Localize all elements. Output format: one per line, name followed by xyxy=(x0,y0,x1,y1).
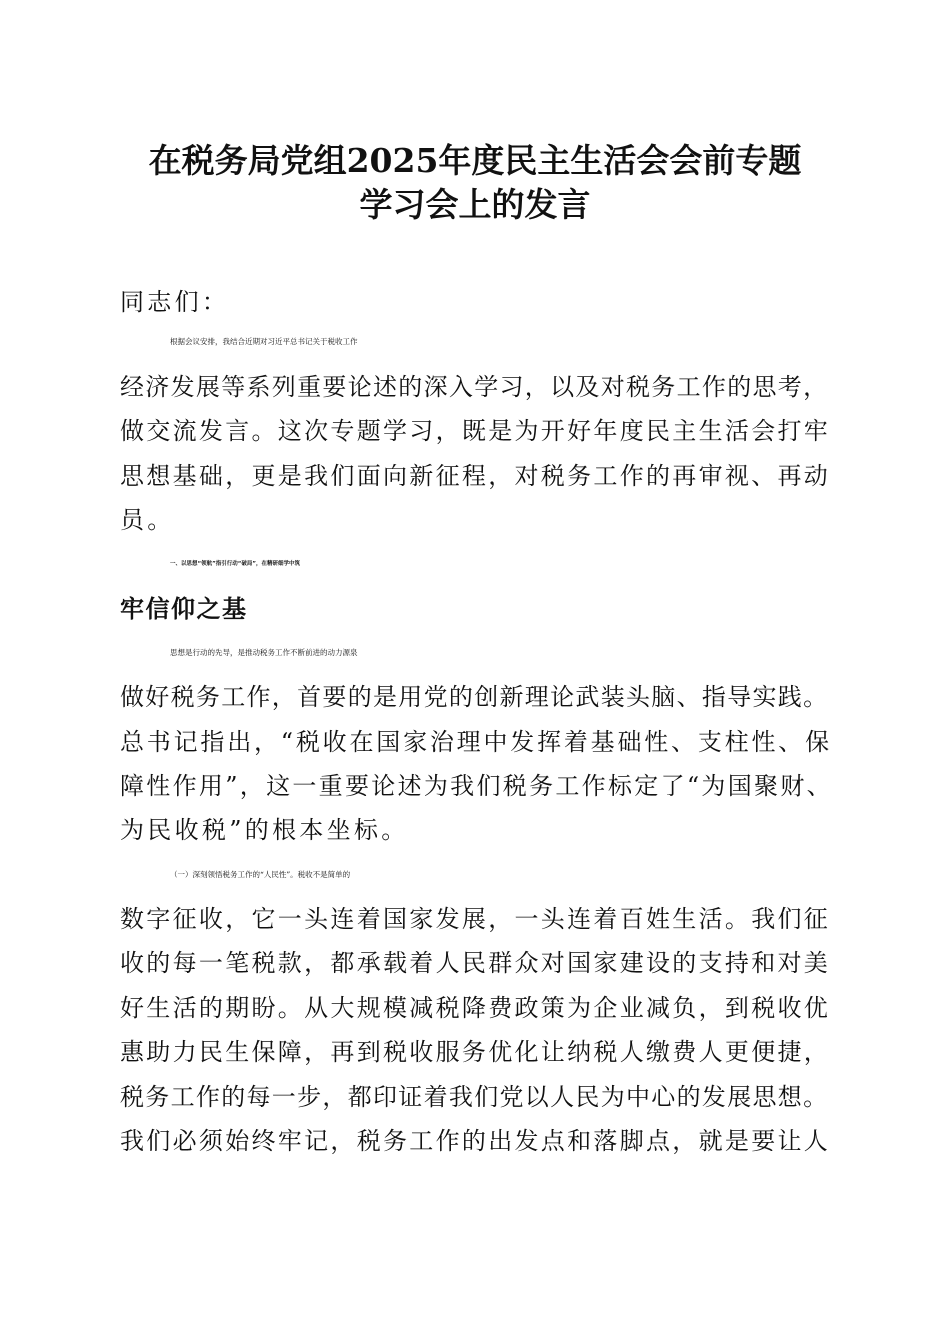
paragraph-line: 税务工作的每一步，都印证着我们党以人民为中心的发展思想。 xyxy=(120,1083,829,1111)
paragraph-line: 好生活的期盼。从大规模减税降费政策为企业减负，到税收优 xyxy=(120,994,831,1022)
salutation: 同志们： xyxy=(120,288,230,316)
paragraph-line: 我们必须始终牢记，税务工作的出发点和落脚点，就是要让人 xyxy=(120,1127,831,1155)
paragraph-line: 总书记指出，“税收在国家治理中发挥着基础性、支柱性、保 xyxy=(120,728,832,756)
paragraph-line: 做交流发言。这次专题学习，既是为开好年度民主生活会打牢 xyxy=(120,417,831,445)
document-title-line-1: 在税务局党组2025年度民主生活会会前专题 xyxy=(148,141,802,180)
section-heading: 一、以思想“领航”指引行动“破局”，在精研细学中筑 xyxy=(170,561,300,567)
subsection-heading: （一）深刻领悟税务工作的“人民性”。税收不是简单的 xyxy=(170,870,351,879)
paragraph-line: 为民收税”的根本坐标。 xyxy=(120,816,409,844)
paragraph-line: 数字征收，它一头连着国家发展，一头连着百姓生活。我们征 xyxy=(120,905,831,933)
document-title-line-2: 学习会上的发言 xyxy=(359,185,591,224)
paragraph-line: 障性作用”，这一重要论述为我们税务工作标定了“为国聚财、 xyxy=(120,772,833,800)
paragraph-line: 根据会议安排，我结合近期对习近平总书记关于税收工作 xyxy=(170,337,358,346)
paragraph-line: 思想基础，更是我们面向新征程，对税务工作的再审视、再动 xyxy=(120,462,831,490)
paragraph-line: 经济发展等系列重要论述的深入学习，以及对税务工作的思考， xyxy=(120,373,829,401)
section-heading: 牢信仰之基 xyxy=(120,595,248,623)
paragraph-line: 做好税务工作，首要的是用党的创新理论武装头脑、指导实践。 xyxy=(120,683,829,711)
paragraph-line: 员。 xyxy=(120,506,175,534)
paragraph-line: 思想是行动的先导，是推动税务工作不断前进的动力源泉 xyxy=(170,648,358,657)
paragraph-line: 收的每一笔税款，都承载着人民群众对国家建设的支持和对美 xyxy=(120,949,831,977)
paragraph-line: 惠助力民生保障，再到税收服务优化让纳税人缴费人更便捷， xyxy=(120,1038,831,1066)
